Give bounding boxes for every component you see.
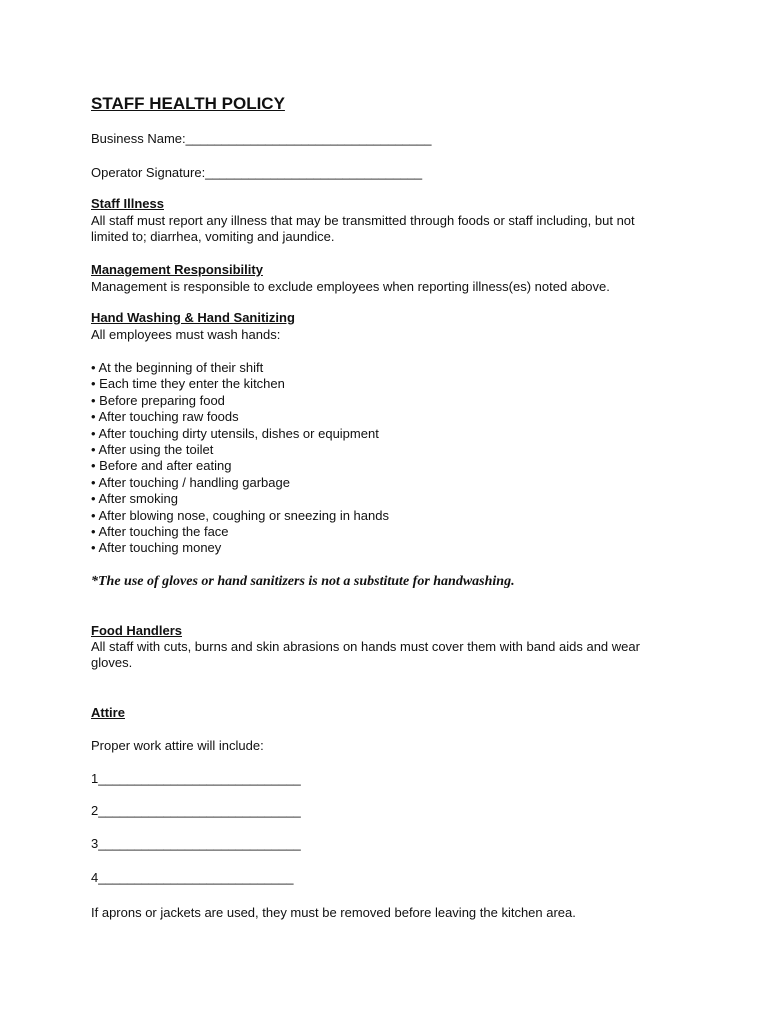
- page-title: STAFF HEALTH POLICY: [91, 94, 285, 113]
- business-name-field[interactable]: Business Name:__________________________________: [91, 131, 432, 146]
- food-handlers-text-line2: gloves.: [91, 655, 133, 670]
- management-text: Management is responsible to exclude employees when reporting illness(es) noted above.: [91, 279, 610, 294]
- list-item: • At the beginning of their shift: [91, 360, 264, 375]
- staff-illness-text-line2: limited to; diarrhea, vomiting and jaundice.: [91, 229, 335, 244]
- hand-washing-list: [91, 360, 389, 557]
- attire-blank-2[interactable]: 2____________________________: [91, 803, 301, 818]
- list-item: • After smoking: [91, 491, 178, 507]
- list-item: • After touching money: [91, 540, 222, 556]
- staff-illness-heading: Staff Illness: [91, 196, 164, 211]
- attire-footer-text: If aprons or jackets are used, they must be removed before leaving the kitchen area.: [91, 905, 576, 920]
- list-item: • Before and after eating: [91, 458, 232, 474]
- attire-blank-1[interactable]: 1____________________________: [91, 771, 301, 786]
- list-item: • After touching raw foods: [91, 409, 239, 425]
- food-handlers-heading: Food Handlers: [91, 623, 183, 638]
- food-handlers-text-line1: All staff with cuts, burns and skin abrasions on hands must cover them with band aids and wear: [91, 639, 640, 654]
- attire-blank-4[interactable]: 4___________________________: [91, 870, 294, 885]
- attire-blank-3[interactable]: 3____________________________: [91, 836, 301, 851]
- list-item: • After touching dirty utensils, dishes or equipment: [91, 425, 379, 441]
- hand-washing-heading: Hand Washing & Hand Sanitizing: [91, 310, 295, 325]
- list-item: • Before preparing food: [91, 392, 225, 408]
- list-item: • After touching the face: [91, 524, 229, 540]
- list-item: • After using the toilet: [91, 442, 214, 458]
- list-item: • After blowing nose, coughing or sneezing in hands: [91, 507, 389, 523]
- hand-washing-intro: All employees must wash hands:: [91, 327, 281, 342]
- attire-heading: Attire: [91, 705, 125, 720]
- management-heading: Management Responsibility: [91, 262, 263, 277]
- list-item: • Each time they enter the kitchen: [91, 376, 285, 392]
- operator-signature-field[interactable]: Operator Signature:______________________________: [91, 165, 423, 180]
- gloves-note: *The use of gloves or hand sanitizers is not a substitute for handwashing.: [91, 574, 515, 589]
- list-item: • After touching / handling garbage: [91, 474, 290, 490]
- staff-illness-text-line1: All staff must report any illness that may be transmitted through foods or staff including, but not: [91, 213, 635, 228]
- attire-intro: Proper work attire will include:: [91, 738, 264, 753]
